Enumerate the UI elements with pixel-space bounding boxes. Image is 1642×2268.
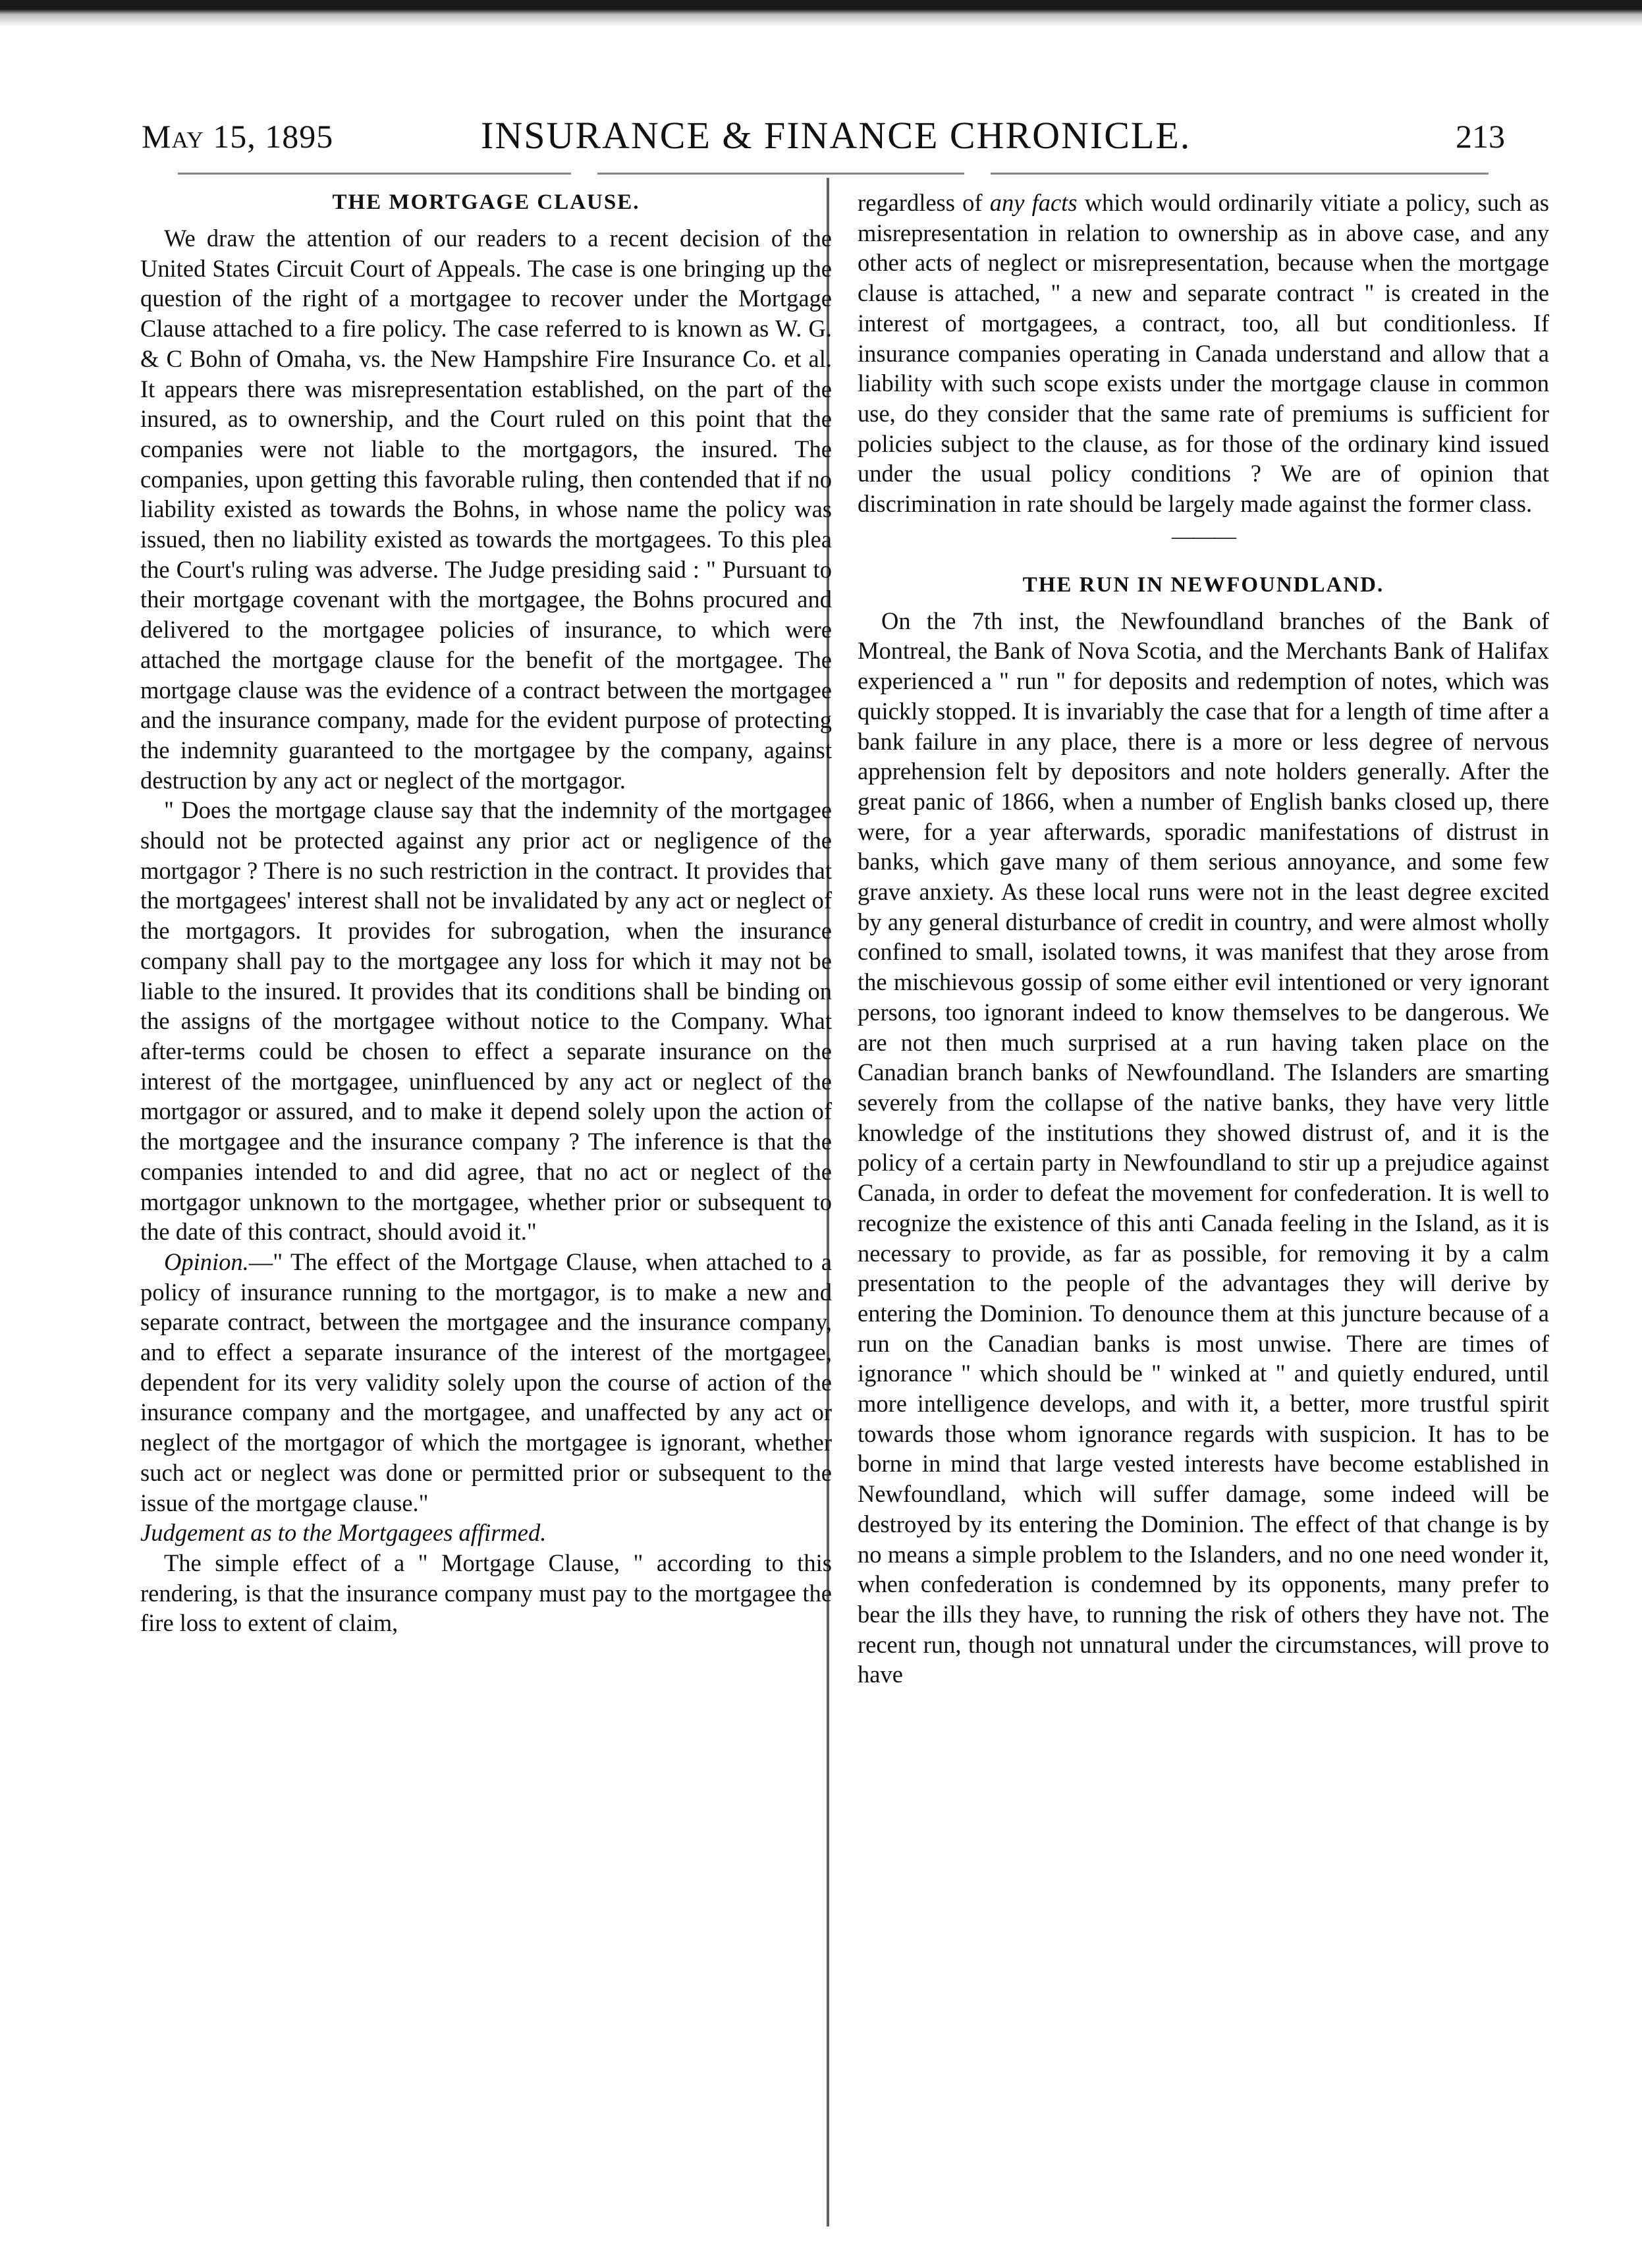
article-paragraph <box>140 1247 832 1518</box>
scan-edge <box>0 0 1642 26</box>
article-paragraph-continued <box>858 188 1549 519</box>
left-column <box>140 188 832 1638</box>
opinion-text: —" The effect of the Mortgage Clause, when attached to a policy of insurance running to the mortgagor, is to make a new and separate contract, between the mortgagee and the insurance company, and to effect a separate insurance of the interest of the mortgagee, dependent for its very validity solely upon the course of action of the insurance company and the mortgagee, and unaffected by any act or neglect of the mortgagor of which the mortgagee is ignorant, whether such act or neglect was done or permitted prior or subsequent to the issue of the mortgage clause." <box>140 1248 832 1516</box>
issue-date: May 15, 1895 <box>142 118 334 155</box>
publication-title: INSURANCE & FINANCE CHRONICLE. <box>481 114 1191 157</box>
article-paragraph: On the 7th inst, the Newfoundland branches of the Bank of Montreal, the Bank of Nova Scotia, and the Merchants Bank of Halifax experienced a " run " for deposits and redemption of notes, which was quickly stopped. It is invariably the case that for a length of time after a bank failure in any place, there is a more or less degree of nervous apprehension felt by depositors and note holders generally. After the great panic of 1866, when a number of English banks closed up, there were, for a year afterwards, sporadic manifestations of distrust in banks, which gave many of them serious annoyance, and some few grave anxiety. As these local runs were not in the least degree excited by any general disturbance of credit in country, and were almost wholly confined to small, isolated towns, it was manifest that they arose from the mischievous gossip of some either evil intentioned or very ignorant persons, too ignorant indeed to know themselves to be dangerous. We are not then much surprised at a run having taken place on the Canadian branch banks of Newfoundland. The Islanders are smarting severely from the collapse of the native banks, they have very little knowledge of the institutions they showed distrust of, and it is the policy of a certain party in Newfoundland to stir up a prejudice against Canada, in order to defeat the movement for confederation. It is well to recognize the existence of this anti Canada feeling in the Island, as it is necessary to provide, as far as possible, for removing it by a calm presentation to the people of the advantages they will derive by entering the Dominion. To denounce them at this juncture because of a run on the Canadian banks is most unwise. There are times of ignorance " which should be " winked at " and quietly endured, until more intelligence develops, and with it, a better, more trustful spirit towards those whom ignorance regards with suspicion. It has to be borne in mind that large vested interests have become established in Newfoundland, which will suffer damage, some indeed will be destroyed by its entering the Dominion. The effect of that change is by no means a simple problem to the Islanders, and no one need wonder it, when confederation is condemned by its opponents, many prefer to bear the ills they have, to running the risk of others they have not. The recent run, though not unnatural under the circumstances, will prove to have <box>858 607 1549 1688</box>
article-title-newfoundland: THE RUN IN NEWFOUNDLAND. <box>1022 572 1384 597</box>
page-number: 213 <box>1456 118 1505 155</box>
judgement-line: Judgement as to the Mortgagees affirmed. <box>140 1519 547 1547</box>
continued-italic: any facts <box>989 189 1078 216</box>
article-paragraph: " Does the mortgage clause say that the indemnity of the mortgagee should not be protected against any prior act or negligence of the mortgagor ? There is no such restriction in the contract. It provides that the mortgagees' interest shall not be invalidated by any act or neglect of the mortgagors. It provides for subrogation, when the insurance company shall pay to the mortgagee any loss for which it may not be liable to the insured. It provides that its conditions shall be binding on the assigns of the mortgagee without notice to the Company. What after-terms could be chosen to effect a separate insurance on the interest of the mortgagee, uninfluenced by any act or neglect of the mortgagor or assured, and to make it depend solely upon the action of the mortgagee and the insurance company ? The inference is that the companies intended to and did agree, that no act or neglect of the mortgagor unknown to the mortgagee, whether prior or subsequent to the date of this contract, should avoid it." <box>140 796 832 1246</box>
continued-lead: regardless of <box>858 189 990 216</box>
article-title-mortgage-clause: THE MORTGAGE CLAUSE. <box>332 190 640 214</box>
header-rule <box>178 173 1489 175</box>
article-paragraph: The simple effect of a " Mortgage Clause, " according to this rendering, is that the insurance company must pay to the mortgagee the fire loss to extent of claim, <box>140 1549 832 1637</box>
continued-text: which would ordinarily vitiate a policy, such as misrepresentation in relation to ownership as in above case, and any other acts of neglect or misrepresentation, because when the mortgage clause is attached, " a new and separate contract " is created in the interest of mortgagees, a contract, too, all but conditionless. If insurance companies operating in Canada understand and allow that a liability with such scope exists under the mortgage clause in common use, do they consider that the same rate of premiums is sufficient for policies subject to the clause, as for those of the ordinary kind issued under the usual policy conditions ? We are of opinion that discrimination in rate should be largely made against the former class. <box>858 189 1549 518</box>
opinion-label: Opinion. <box>164 1248 249 1275</box>
right-column <box>858 188 1549 1690</box>
article-paragraph: We draw the attention of our readers to a recent decision of the United States Circuit Court of Appeals. The case is one bringing up the question of the right of a mortgagee to recover under the Mortgage Clause attached to a fire policy. The case referred to is known as W. G. & C Bohn of Omaha, vs. the New Hampshire Fire Insurance Co. et al. It appears there was misrepresentation established, on the part of the insured, as to ownership, and the Court ruled on this point that the companies were not liable to the mortgagors, the insured. The companies, upon getting this favorable ruling, then contended that if no liability existed as towards the Bohns, in whose name the policy was issued, then no liability existed as towards the mortgagees. To this plea the Court's ruling was adverse. The Judge presiding said : " Pursuant to their mortgage covenant with the mortgagee, the Bohns procured and delivered to the mortgagee policies of insurance, to which were attached the mortgage clause for the benefit of the mortgagee. The mortgage clause was the evidence of a contract between the mortgagee and the insurance company, made for the evident purpose of protecting the indemnity guaranteed to the mortgagee by the company, against destruction by any act or neglect of the mortgagor. <box>140 225 832 794</box>
page-header <box>142 114 1505 170</box>
section-separator: ——— <box>1172 524 1235 549</box>
